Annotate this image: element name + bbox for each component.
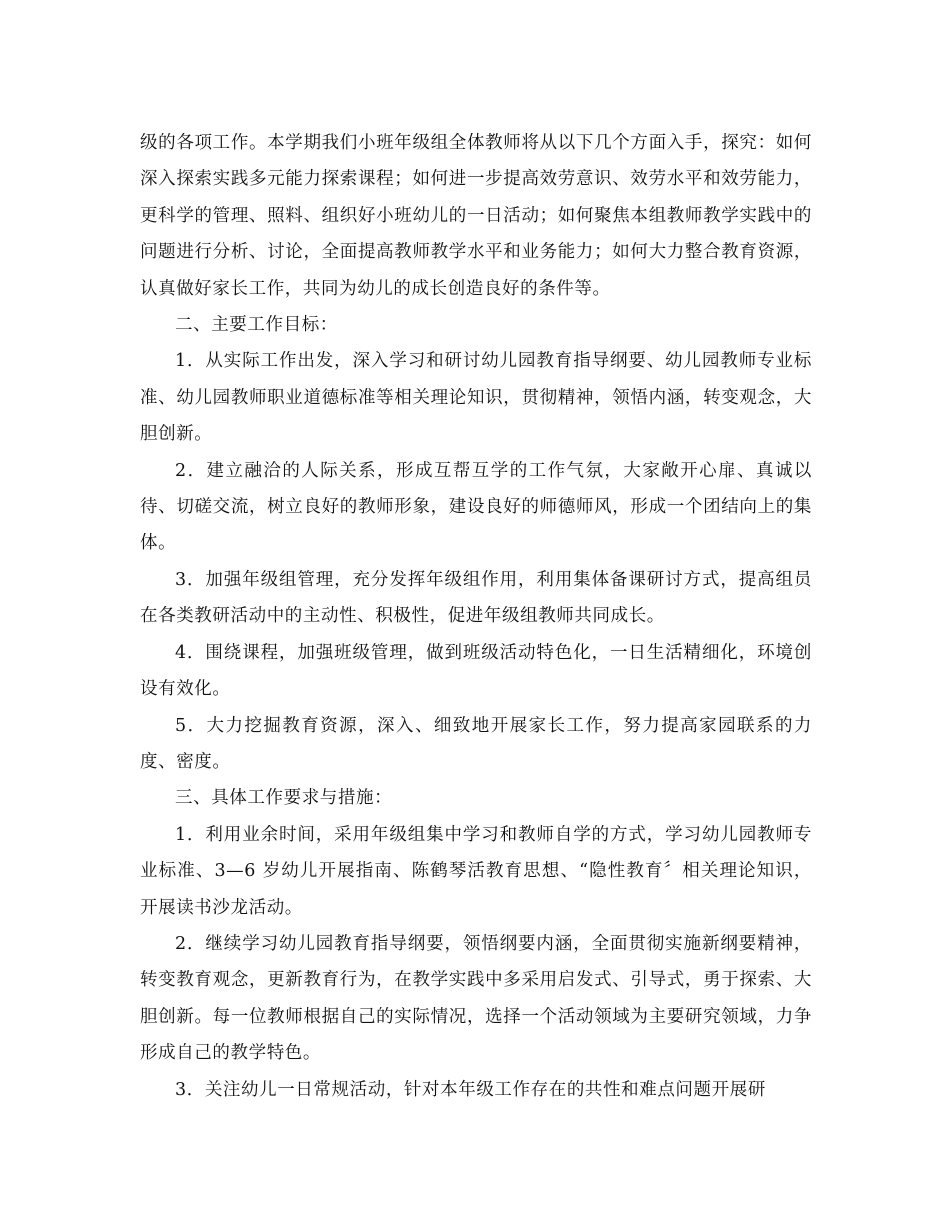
goal-item-2: 2．建立融洽的人际关系，形成互帮互学的工作气氛，大家敞开心扉、真诚以待、切磋交流，树立良好的教师形象，建设良好的师德师风，形成一个团结向上的集体。 <box>140 460 812 554</box>
measure-item-1: 1．利用业余时间，采用年级组集中学习和教师自学的方式，学习幼儿园教师专业标准、3—6 岁幼儿开展指南、陈鹤琴活教育思想、“隐性教育〞相关理论知识，开展读书沙龙活动。 <box>140 824 812 918</box>
section-heading-measures: 三、具体工作要求与措施： <box>175 788 393 809</box>
measure-item-2: 2．继续学习幼儿园教育指导纲要，领悟纲要内涵，全面贯彻实施新纲要精神，转变教育观念，更新教育行为，在教学实践中多采用启发式、引导式，勇于探索、大胆创新。每一位教师根据自己的实际情况，选择一个活动领域为主要研究领域，力争形成自己的教学特色。 <box>140 933 812 1064</box>
goal-item-3: 3．加强年级组管理，充分发挥年级组作用，利用集体备课研讨方式，提高组员在各类教研活动中的主动性、积极性，促进年级组教师共同成长。 <box>140 569 812 627</box>
paragraph-continuation: 级的各项工作。本学期我们小班年级组全体教师将从以下几个方面入手，探究：如何深入探索实践多元能力探索课程；如何进一步提高效劳意识、效劳水平和效劳能力，更科学的管理、照料、组织好小班幼儿的一日活动；如何聚焦本组教师教学实践中的问题进行分析、讨论，全面提高教师教学水平和业务能力；如何大力整合教育资源，认真做好家长工作，共同为幼儿的成长创造良好的条件等。 <box>140 133 812 299</box>
goal-item-1: 1．从实际工作出发，深入学习和研讨幼儿园教育指导纲要、幼儿园教师专业标准、幼儿园教师职业道德标准等相关理论知识，贯彻精神，领悟内涵，转变观念，大胆创新。 <box>140 351 812 445</box>
measure-item-3: 3．关注幼儿一日常规活动，针对本年级工作存在的共性和难点问题开展研 <box>175 1079 766 1100</box>
goal-item-4: 4．围绕课程，加强班级管理，做到班级活动特色化，一日生活精细化，环境创设有效化。 <box>140 642 812 700</box>
section-heading-main-goals: 二、主要工作目标： <box>175 315 338 336</box>
document-body <box>140 125 812 1108</box>
goal-item-5: 5．大力挖掘教育资源，深入、细致地开展家长工作，努力提高家园联系的力度、密度。 <box>140 715 812 772</box>
